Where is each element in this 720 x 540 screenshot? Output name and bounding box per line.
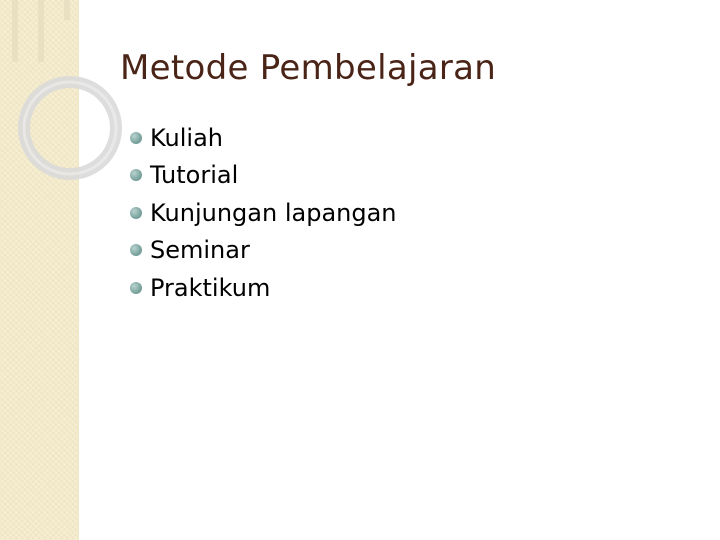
bullet-label: Kuliah xyxy=(150,123,224,152)
side-strip xyxy=(0,0,79,540)
list-item xyxy=(130,119,397,157)
bullet-label: Seminar xyxy=(150,236,250,265)
bullet-dot-icon xyxy=(130,282,142,294)
list-item xyxy=(130,194,397,232)
bullet-label: Praktikum xyxy=(150,273,271,302)
list-item xyxy=(130,232,397,270)
bullet-list xyxy=(130,119,397,307)
bullet-dot-icon xyxy=(130,244,142,256)
bullet-dot-icon xyxy=(130,207,142,219)
bullet-dot-icon xyxy=(130,132,142,144)
bullet-dot-icon xyxy=(130,169,142,181)
bullet-label: Kunjungan lapangan xyxy=(150,198,397,227)
list-item xyxy=(130,157,397,195)
bullet-label: Tutorial xyxy=(150,161,239,190)
slide-title: Metode Pembelajaran xyxy=(120,48,497,88)
list-item xyxy=(130,269,397,307)
